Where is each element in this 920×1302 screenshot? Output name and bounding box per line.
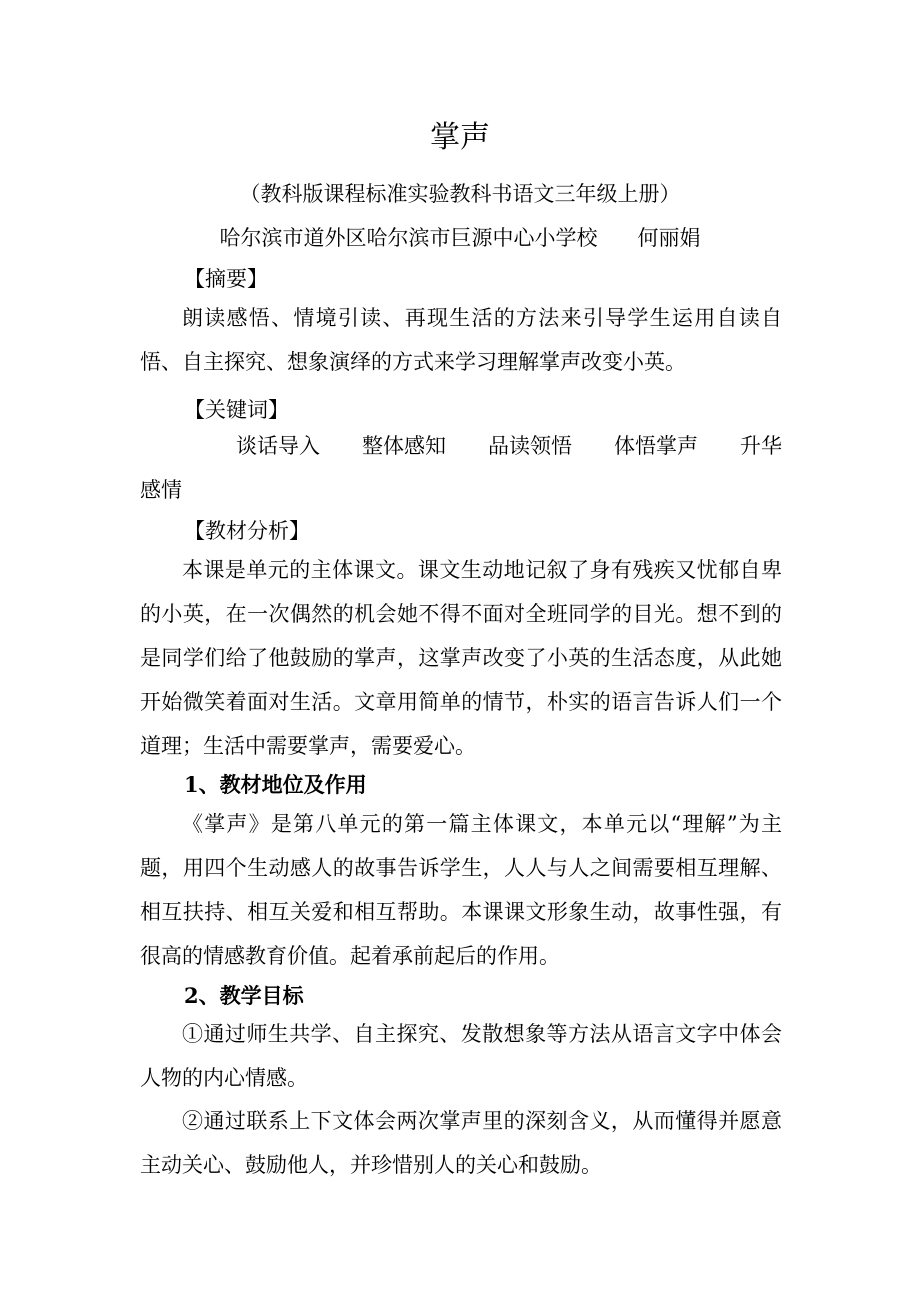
document-subtitle: （教科版课程标准实验教科书语文三年级上册） bbox=[239, 182, 681, 206]
keyword-wrap: 感情 bbox=[140, 478, 182, 502]
keyword-item: 谈话导入 bbox=[236, 434, 320, 458]
analysis-paragraph: 本课是单元的主体课文。课文生动地记叙了身有残疾又忧郁自卑的小英，在一次偶然的机会她不得不面对全班同学的目光。想不到的是同学们给了他鼓励的掌声，这掌声改变了小英的生活态度，从此她开始微笑着面对生活。文章用简单的情节，朴实的语言告诉人们一个道理；生活中需要掌声，需要爱心。 bbox=[140, 558, 782, 758]
goal-1-paragraph: ①通过师生共学、自主探究、发散想象等方法从语言文字中体会人物的内心情感。 bbox=[140, 1022, 782, 1090]
author-line: 哈尔滨市道外区哈尔滨市巨源中心小学校 何丽娟 bbox=[219, 226, 701, 250]
abstract-heading: 【摘要】 bbox=[184, 267, 268, 291]
keywords-list bbox=[140, 424, 782, 512]
keyword-item: 升华 bbox=[740, 434, 782, 458]
document-title: 掌声 bbox=[430, 120, 490, 155]
goal-2-paragraph: ②通过联系上下文体会两次掌声里的深刻含义，从而懂得并愿意主动关心、鼓励他人，并珍惜别人的关心和鼓励。 bbox=[140, 1109, 782, 1177]
keyword-item: 品读领悟 bbox=[488, 434, 572, 458]
keywords-heading: 【关键词】 bbox=[184, 398, 289, 422]
section2-heading: 2、教学目标 bbox=[184, 983, 304, 1008]
section1-heading: 1、教材地位及作用 bbox=[184, 772, 367, 797]
keyword-item: 整体感知 bbox=[362, 434, 446, 458]
keyword-item: 体悟掌声 bbox=[614, 434, 698, 458]
section1-paragraph: 《掌声》是第八单元的第一篇主体课文，本单元以“理解”为主题，用四个生动感人的故事告诉学生，人人与人之间需要相互理解、相互扶持、相互关爱和相互帮助。本课课文形象生动，故事性强，有很高的情感教育价值。起着承前起后的作用。 bbox=[140, 812, 782, 968]
abstract-paragraph: 朗读感悟、情境引读、再现生活的方法来引导学生运用自读自悟、自主探究、想象演绎的方式来学习理解掌声改变小英。 bbox=[140, 306, 782, 374]
analysis-heading: 【教材分析】 bbox=[184, 519, 310, 543]
